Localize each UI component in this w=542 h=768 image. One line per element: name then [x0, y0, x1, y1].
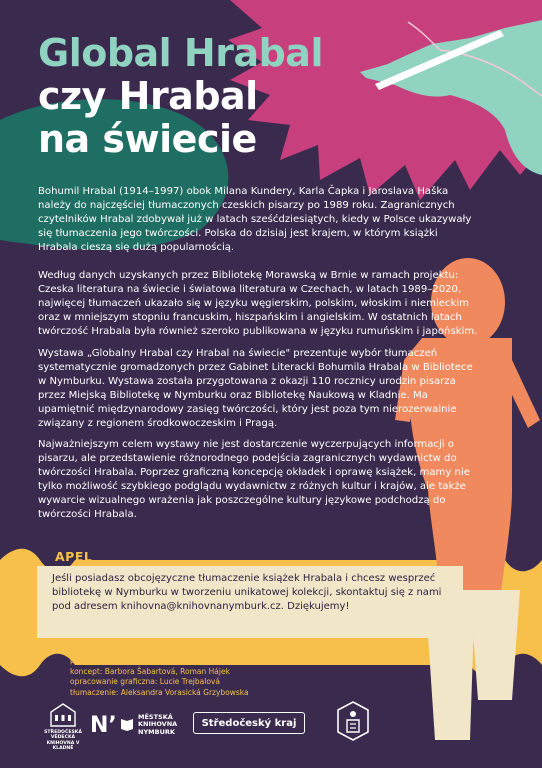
- apel-heading: APEL: [55, 549, 93, 564]
- stredocesky-kraj-logo: [193, 712, 305, 734]
- n-monogram-icon: N’: [90, 713, 117, 738]
- book-icon: [120, 717, 134, 731]
- title-line-2: czy Hrabal: [38, 74, 258, 118]
- paragraph-translations: Według danych uzyskanych przez Bibliotekę Morawską w Brnie w ramach projektu: Czeska literatura na świecie i światowa literatura w Czechach, w latach 1989–2020, najwięcej tłumaczeń ukazało się w języku węgierskim, polskim, włoskim i niemieckim oraz w mniejszym stopniu francuskim, hiszpańskim i angielskim. W ostatnich latach twórczość Hrabala była również szeroko publikowana w języku rumuńskim i japońskim.: [38, 270, 478, 337]
- title-line-1: Global Hrabal: [38, 31, 323, 75]
- credit-line: tłumaczenie: Aleksandra Vorasická Grzybowska: [70, 687, 249, 697]
- kladno-library-name: STŘEDOČESKÁ VĚDECKÁ KNIHOVNA V KLADNĚ: [44, 730, 82, 752]
- paragraph-exhibition: Wystawa „Globalny Hrabal czy Hrabal na świecie" prezentuje wybór tłumaczeń systematycznie gromadzonych przez Gabinet Literacki Bohumila Hrabala w Bibliotece w Nymburku. Wystawa została przygotowana z okazji 110 rocznicy urodzin pisarza przez Miejską Bibliotekę w Nymburku oraz Bibliotekę Naukową w Kladnie. Ma upamiętnić międzynarodowy zasięg twórczości, który jest poza tym nierozerwalnie związany z regionem środkowoczeskim i Pragą.: [38, 348, 473, 429]
- credit-line: praca zbiorowa: Jan Červinka, Roman Hájek, Marek Ďurčanský: [70, 656, 304, 665]
- paragraph-intro: Bohumil Hrabal (1914–1997) obok Milana Kundery, Karla Čapka i Jaroslava Haška należy do najczęściej tłumaczonych czeskich pisarzy po 1989 roku. Zagranicznych czytelników Hrabal zdobywał już w latach sześćdziesiątych, kiedy w Polsce ukazywały się tłumaczenia jego twórczości. Polska do dzisiaj jest krajem, w którym książki Hrabala cieszą się dużą popularnością.: [38, 186, 472, 253]
- nymburk-line-2: KNIHOVNA: [138, 720, 178, 729]
- hrabal-cabinet-logo: [336, 700, 370, 742]
- building-icon: [49, 702, 77, 728]
- nymburk-line-1: MĚSTSKÁ: [138, 713, 173, 721]
- credits: [70, 656, 303, 698]
- kladno-library-logo: [38, 702, 88, 752]
- kraj-name: Středočeský kraj: [201, 717, 297, 729]
- apel-text: Jeśli posiadasz obcojęzyczne tłumaczenie książek Hrabala i chcesz wesprzeć bibliotekę w Nymburku w tworzeniu unikatowej kolekcji, skontaktuj się z nami pod adresem knihovna@knihovnanymburk.cz. Dziękujemy!: [52, 573, 442, 612]
- nymburk-line-3: NYMBURK: [138, 727, 175, 736]
- credit-line: koncept: Barbora Šabartová, Roman Hájek: [70, 666, 230, 676]
- title-line-3: na świecie: [38, 117, 257, 161]
- page-title: [38, 32, 323, 161]
- cabinet-emblem-icon: [336, 700, 370, 742]
- credit-line: opracowanie graficzna: Lucie Trejbalová: [70, 677, 220, 686]
- paragraph-goal: Najważniejszym celem wystawy nie jest dostarczenie wyczerpujących informacji o pisarzu, ale przedstawienie różnorodnego podejścia zagranicznych wydawnictw do twórczości Hrabala. Poprzez graficzną koncepcję okładek i oprawę książek, mamy nie tylko możliwość szybkiego podglądu wydawnictw z różnych kultur i krajów, ale także wywarcie wizualnego wrażenia jak poszczególne kultury językowe podchodzą do twórczości Hrabala.: [38, 439, 470, 520]
- nymburk-library-logo: [90, 714, 202, 744]
